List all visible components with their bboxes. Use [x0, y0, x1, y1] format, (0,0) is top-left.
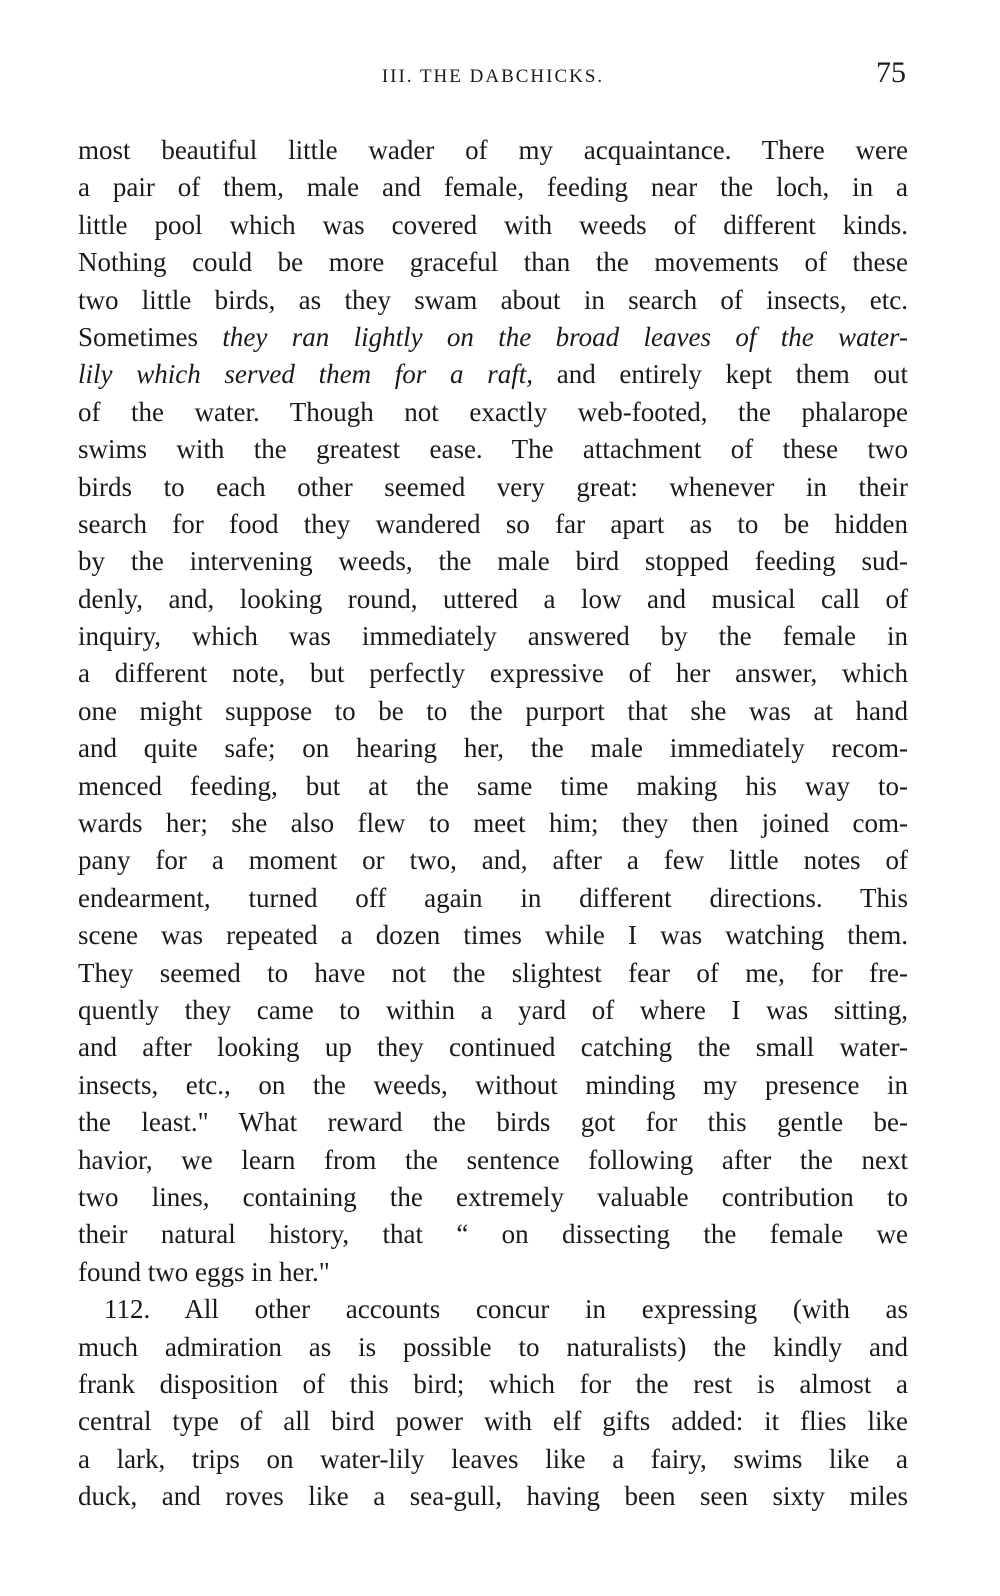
- text-line: one might suppose to be to the purport that she was at hand: [78, 695, 908, 726]
- text-line: pany for a moment or two, and, after a few little notes of: [78, 845, 908, 876]
- text-line: a pair of them, male and female, feeding near the loch, in a: [78, 172, 908, 203]
- text-line: Nothing could be more graceful than the movements of these: [78, 247, 908, 278]
- text-line: a different note, but perfectly expressive of her answer, which: [78, 658, 908, 689]
- text-line: central type of all bird power with elf gifts added: it flies like: [78, 1406, 908, 1437]
- text-line: and quite safe; on hearing her, the male immediately recom-: [78, 733, 908, 764]
- text-line: scene was repeated a dozen times while I was watching them.: [78, 920, 908, 951]
- text-line: the least." What reward the birds got for this gentle be-: [78, 1107, 908, 1138]
- text-line: of the water. Though not exactly web-footed, the phalarope: [78, 396, 908, 427]
- text-line: duck, and roves like a sea-gull, having been seen sixty miles: [78, 1481, 908, 1512]
- text-line: by the intervening weeds, the male bird stopped feeding sud-: [78, 546, 908, 577]
- paragraph-start-line: 112. All other accounts concur in expressing (with as: [104, 1294, 908, 1325]
- text-line: denly, and, looking round, uttered a low and musical call of: [78, 583, 908, 614]
- text-line: havior, we learn from the sentence following after the next: [78, 1144, 908, 1175]
- running-head: [78, 56, 908, 96]
- page-number: 75: [876, 56, 906, 89]
- text-line: most beautiful little wader of my acquaintance. There were: [78, 135, 908, 165]
- text-line: lily which served them for a raft, and entirely kept them out: [78, 359, 909, 390]
- text-line: Sometimes they ran lightly on the broad leaves of the water-: [78, 321, 909, 352]
- paragraph-end-line: found two eggs in her.": [78, 1256, 330, 1287]
- text-line: little pool which was covered with weeds of different kinds.: [78, 209, 908, 240]
- text-line: search for food they wandered so far apart as to be hidden: [78, 508, 908, 539]
- text-line: and after looking up they continued catching the small water-: [78, 1032, 908, 1063]
- text-line: swims with the greatest ease. The attachment of these two: [78, 434, 908, 465]
- text-line: inquiry, which was immediately answered by the female in: [78, 621, 908, 652]
- text-line: menced feeding, but at the same time making his way to-: [78, 770, 908, 801]
- text-line: wards her; she also flew to meet him; they then joined com-: [78, 808, 908, 839]
- text-line: quently they came to within a yard of where I was sitting,: [78, 994, 908, 1025]
- italic-phrase: lily which served them for a raft,: [78, 359, 533, 390]
- text-line: endearment, turned off again in different directions. This: [78, 882, 908, 913]
- text-line: two lines, containing the extremely valuable contribution to: [78, 1181, 908, 1212]
- body-text: [78, 132, 908, 1515]
- text-line: much admiration as is possible to naturalists) the kindly and: [78, 1331, 908, 1362]
- italic-phrase: they ran lightly on the broad leaves of the water-: [222, 321, 909, 352]
- text-line: a lark, trips on water-lily leaves like a fairy, swims like a: [78, 1443, 908, 1474]
- text-line: frank disposition of this bird; which for the rest is almost a: [78, 1368, 908, 1399]
- running-title: III. THE DABCHICKS.: [381, 66, 605, 87]
- text-line: birds to each other seemed very great: whenever in their: [78, 471, 908, 502]
- text-line: insects, etc., on the weeds, without minding my presence in: [78, 1069, 908, 1100]
- text-line: They seemed to have not the slightest fear of me, for fre-: [78, 957, 908, 988]
- text-line: their natural history, that “ on dissecting the female we: [78, 1219, 908, 1250]
- text-line: two little birds, as they swam about in search of insects, etc.: [78, 284, 908, 315]
